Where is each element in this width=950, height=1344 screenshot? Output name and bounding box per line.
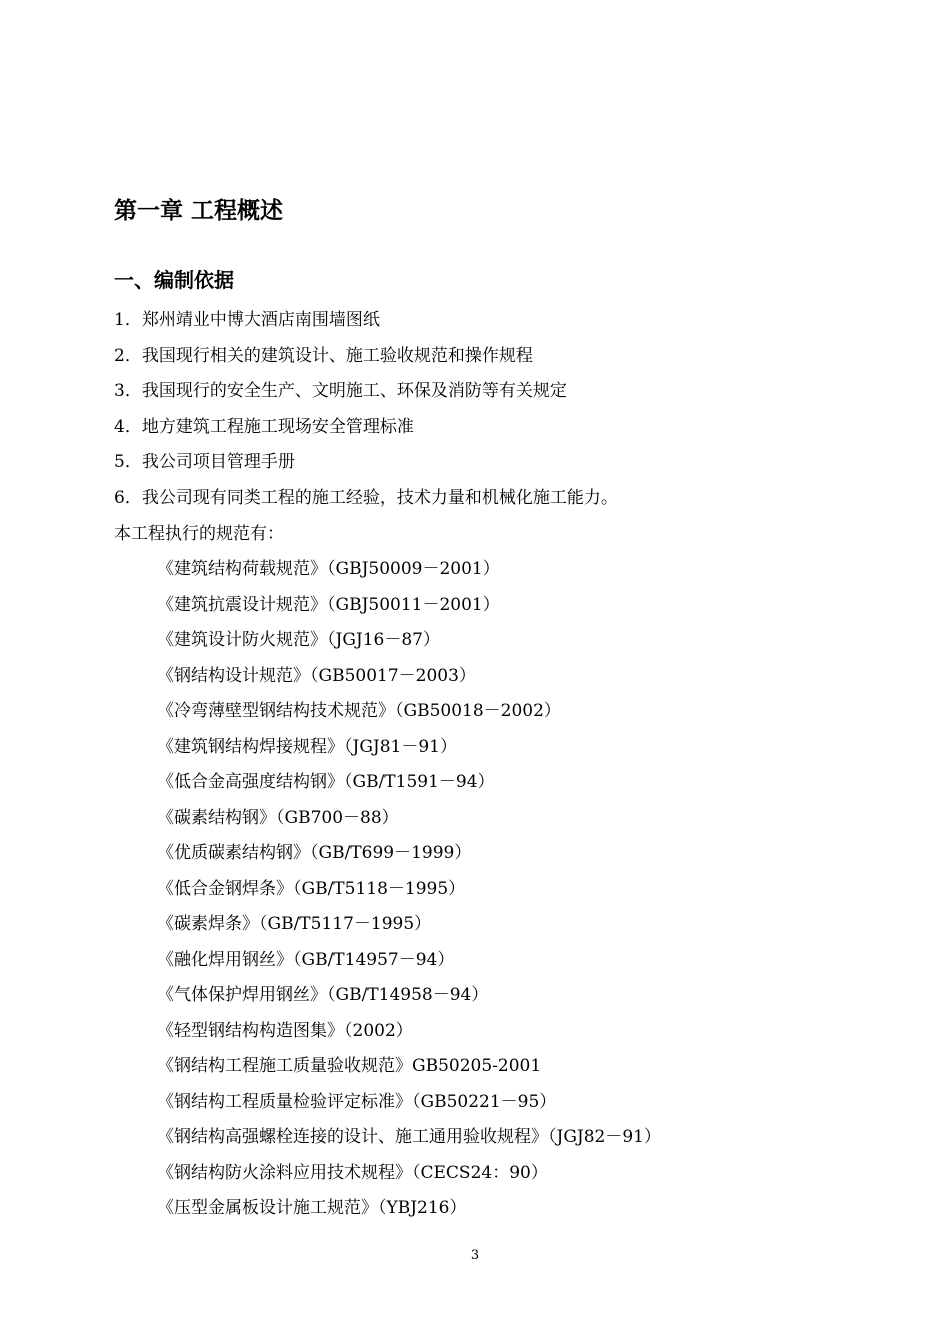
basis-item: 1．郑州靖业中博大酒店南围墙图纸 [114,310,380,330]
norm-item: 《钢结构工程施工质量验收规范》GB50205-2001 [157,1056,542,1076]
basis-item: 2．我国现行相关的建筑设计、施工验收规范和操作规程 [114,345,533,366]
chapter-title: 第一章 工程概述 [114,198,284,224]
basis-item: 5．我公司项目管理手册 [114,452,295,472]
norm-item: 《碳素焊条》（GB/T5117－1995） [157,914,432,934]
section-title: 一、编制依据 [114,268,234,292]
norms-list [157,555,661,1230]
norm-item: 《冷弯薄壁型钢结构技术规范》（GB50018－2002） [157,701,561,721]
norms-intro: 本工程执行的规范有： [114,524,284,544]
norm-item: 《低合金高强度结构钢》（GB/T1591－94） [157,772,495,792]
norm-item: 《建筑结构荷载规范》（GBJ50009－2001） [157,559,500,579]
norm-item: 《轻型钢结构构造图集》（2002） [157,1020,413,1041]
norm-item: 《钢结构防火涂料应用技术规程》（CECS24：90） [157,1162,548,1183]
norm-item: 《压型金属板设计施工规范》（YBJ216） [157,1198,467,1218]
norm-item: 《钢结构工程质量检验评定标准》（GB50221－95） [157,1091,557,1112]
basis-list [114,306,618,519]
basis-item: 6．我公司现有同类工程的施工经验，技术力量和机械化施工能力。 [114,487,618,508]
norm-item: 《钢结构设计规范》（GB50017－2003） [157,665,476,686]
norm-item: 《建筑钢结构焊接规程》（JGJ81－91） [157,736,457,757]
norm-item: 《钢结构高强螺栓连接的设计、施工通用验收规程》（JGJ82－91） [157,1127,661,1147]
basis-item: 3．我国现行的安全生产、文明施工、环保及消防等有关规定 [114,381,567,401]
basis-item: 4．地方建筑工程施工现场安全管理标准 [114,416,414,437]
page-number: 3 [470,1248,480,1263]
norm-item: 《碳素结构钢》（GB700－88） [157,807,399,828]
norm-item: 《优质碳素结构钢》（GB/T699－1999） [157,843,472,863]
norm-item: 《融化焊用钢丝》（GB/T14957－94） [157,949,455,970]
norm-item: 《建筑抗震设计规范》（GBJ50011－2001） [157,594,500,615]
norm-item: 《建筑设计防火规范》（JGJ16－87） [157,630,440,650]
norm-item: 《气体保护焊用钢丝》（GB/T14958－94） [157,985,489,1005]
norm-item: 《低合金钢焊条》（GB/T5118－1995） [157,878,466,899]
